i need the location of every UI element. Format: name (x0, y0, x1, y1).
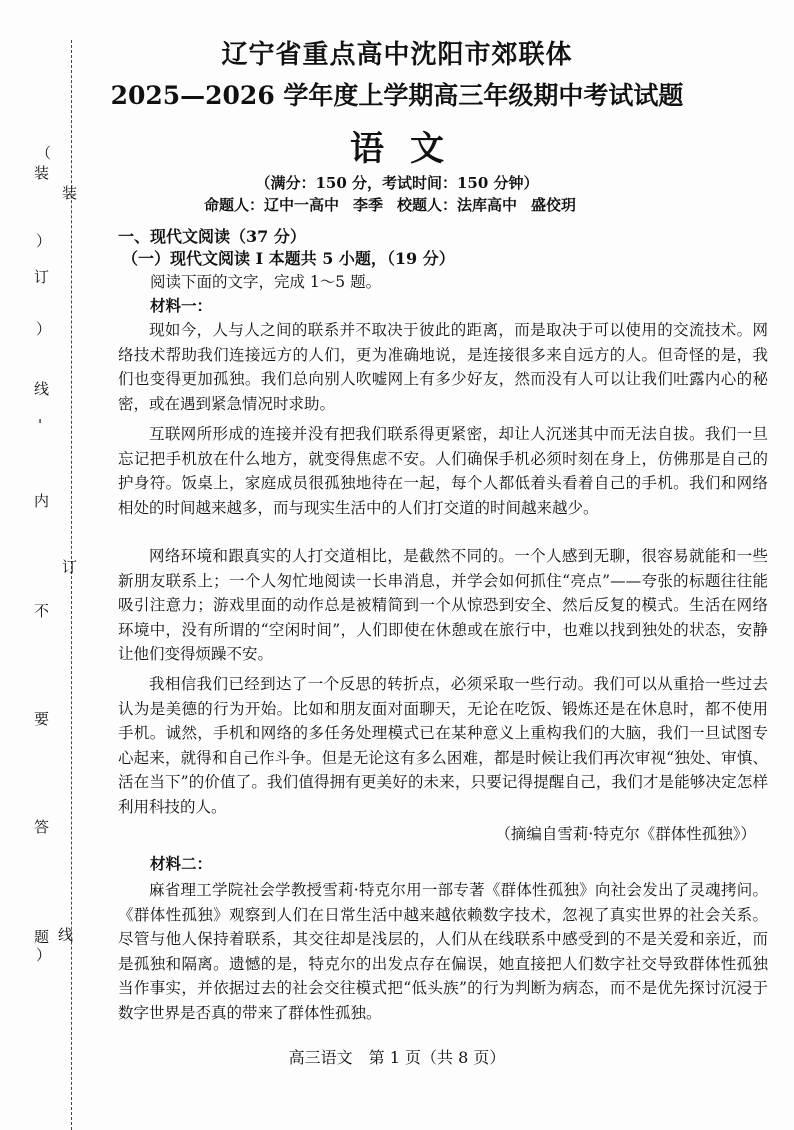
binding-char: ） (36, 946, 52, 964)
material-one-paragraph: 互联网所形成的连接并没有把我们联系得更紧密，却让人沉迷其中而无法自拔。我们一旦忘记把手机放在什么地方，就变得焦虑不安。人们确保手机必须时刻在身上，仿佛那是自己的护身符。饭桌上，家庭成员很孤独地待在一起，每个人都低着头看着自己的手机。我们和网络相处的时间越来越多，而与现实生活中的人们打交道的时间越来越少。 (118, 425, 768, 517)
binding-char: 答 (34, 818, 50, 836)
material-one-paragraph: 现如今，人与人之间的联系并不取决于彼此的距离，而是取决于可以使用的交流技术。网络技术帮助我们连接远方的人们，更为准确地说，是连接很多来自远方的人。但奇怪的是，我们也变得更加孤独。我们总向别人吹嘘网上有多少好友，然而没有人可以让我们吐露内心的秘密，或在遇到紧急情况时求助。 (118, 321, 768, 413)
reviewer-name: 盛佼玥 (531, 196, 577, 214)
exam-title: 2025—2026 学年度上学期高三年级期中考试试题 (110, 81, 684, 110)
binding-char: 不 (34, 602, 50, 620)
section-title: 一、现代文阅读（37 分） (118, 227, 306, 246)
material-two-label: 材料二： (150, 854, 213, 873)
binding-char: 装 (34, 164, 50, 182)
binding-char: 内 (34, 492, 50, 510)
exam-org-title: 辽宁省重点高中沈阳市郊联体 (221, 40, 573, 70)
exam-info: （满分：150 分，考试时间：150 分钟） (255, 174, 539, 192)
material-one-paragraph: 我相信我们已经到达了一个反思的转折点，必须采取一些行动。我们可以从重拾一些过去认为是美德的行为开始。比如和朋友面对面聊天，无论在吃饭、锻炼还是在休息时，都不使用手机。诚然，手机和网络的多任务处理模式已在某种意义上重构我们的大脑，我们一旦试图专心起来，就得和自己作斗争。但是无论这有多么困难，都是时候让我们再次审视“独处、审慎、活在当下”的价值了。我们值得拥有更美好的未来，只要记得提醒自己，我们才是能够决定怎样利用科技的人。 (118, 675, 768, 816)
binding-char: 题 (34, 928, 50, 946)
subsection-title: （一）现代文阅读 I 本题共 5 小题，（19 分） (122, 249, 455, 268)
binding-char: 线 (58, 926, 74, 944)
subject-title: 语文 (350, 129, 470, 169)
binding-char: 订 (34, 268, 50, 286)
author-line (0, 194, 794, 215)
binding-char: ） (36, 232, 52, 250)
binding-char: 订 (62, 558, 78, 576)
binding-char: 线 (34, 380, 50, 398)
material-one-label: 材料一： (150, 296, 213, 315)
page-footer: 高三语文 第 1 页（共 8 页） (288, 1048, 506, 1067)
reviewer-label: 校题人：法库高中 (397, 196, 518, 214)
binding-char: 要 (34, 710, 50, 728)
author-label: 命题人：辽中一高中 (203, 196, 339, 214)
author-name: 李季 (352, 196, 383, 214)
material-one-paragraph: 网络环境和跟真实的人打交道相比，是截然不同的。一个人感到无聊，很容易就能和一些新朋友联系上；一个人匆忙地阅读一长串消息，并学会如何抓住“亮点”——夸张的标题往往能吸引注意力；游戏里面的动作总是被精简到一个从惊恐到安全、然后反复的模式。生活在网络环境中，没有所谓的“空闲时间”，人们即使在休憩或在旅行中，也难以找到独处的状态，安静让他们变得烦躁不安。 (118, 547, 768, 663)
material-two-paragraph: 麻省理工学院社会学教授雪莉·特克尔用一部专著《群体性孤独》向社会发出了灵魂拷问。《群体性孤独》观察到人们在日常生活中越来越依赖数字技术，忽视了真实世界的社会关系。尽管与他人保持着联系，其交往却是浅层的，人们从在线联系中感受到的不是关爱和亲近，而是孤独和隔离。遗憾的是，特克尔的出发点存在偏误，她直接把人们数字社交导致群体性孤独当作事实，并依据过去的社会交往模式把“低头族”的行为判断为病态，而不是优先探讨沉浸于数字世界是否真的带来了群体性孤独。 (118, 881, 768, 1022)
material-one-source: （摘编自雪莉·特克尔《群体性孤独》） (495, 825, 756, 843)
binding-char: （ (36, 144, 52, 162)
binding-char: 装 (62, 184, 78, 202)
instruction-text: 阅读下面的文字，完成 1～5 题。 (150, 273, 382, 291)
binding-char: ） (36, 320, 52, 338)
binding-char: ' (38, 416, 43, 434)
